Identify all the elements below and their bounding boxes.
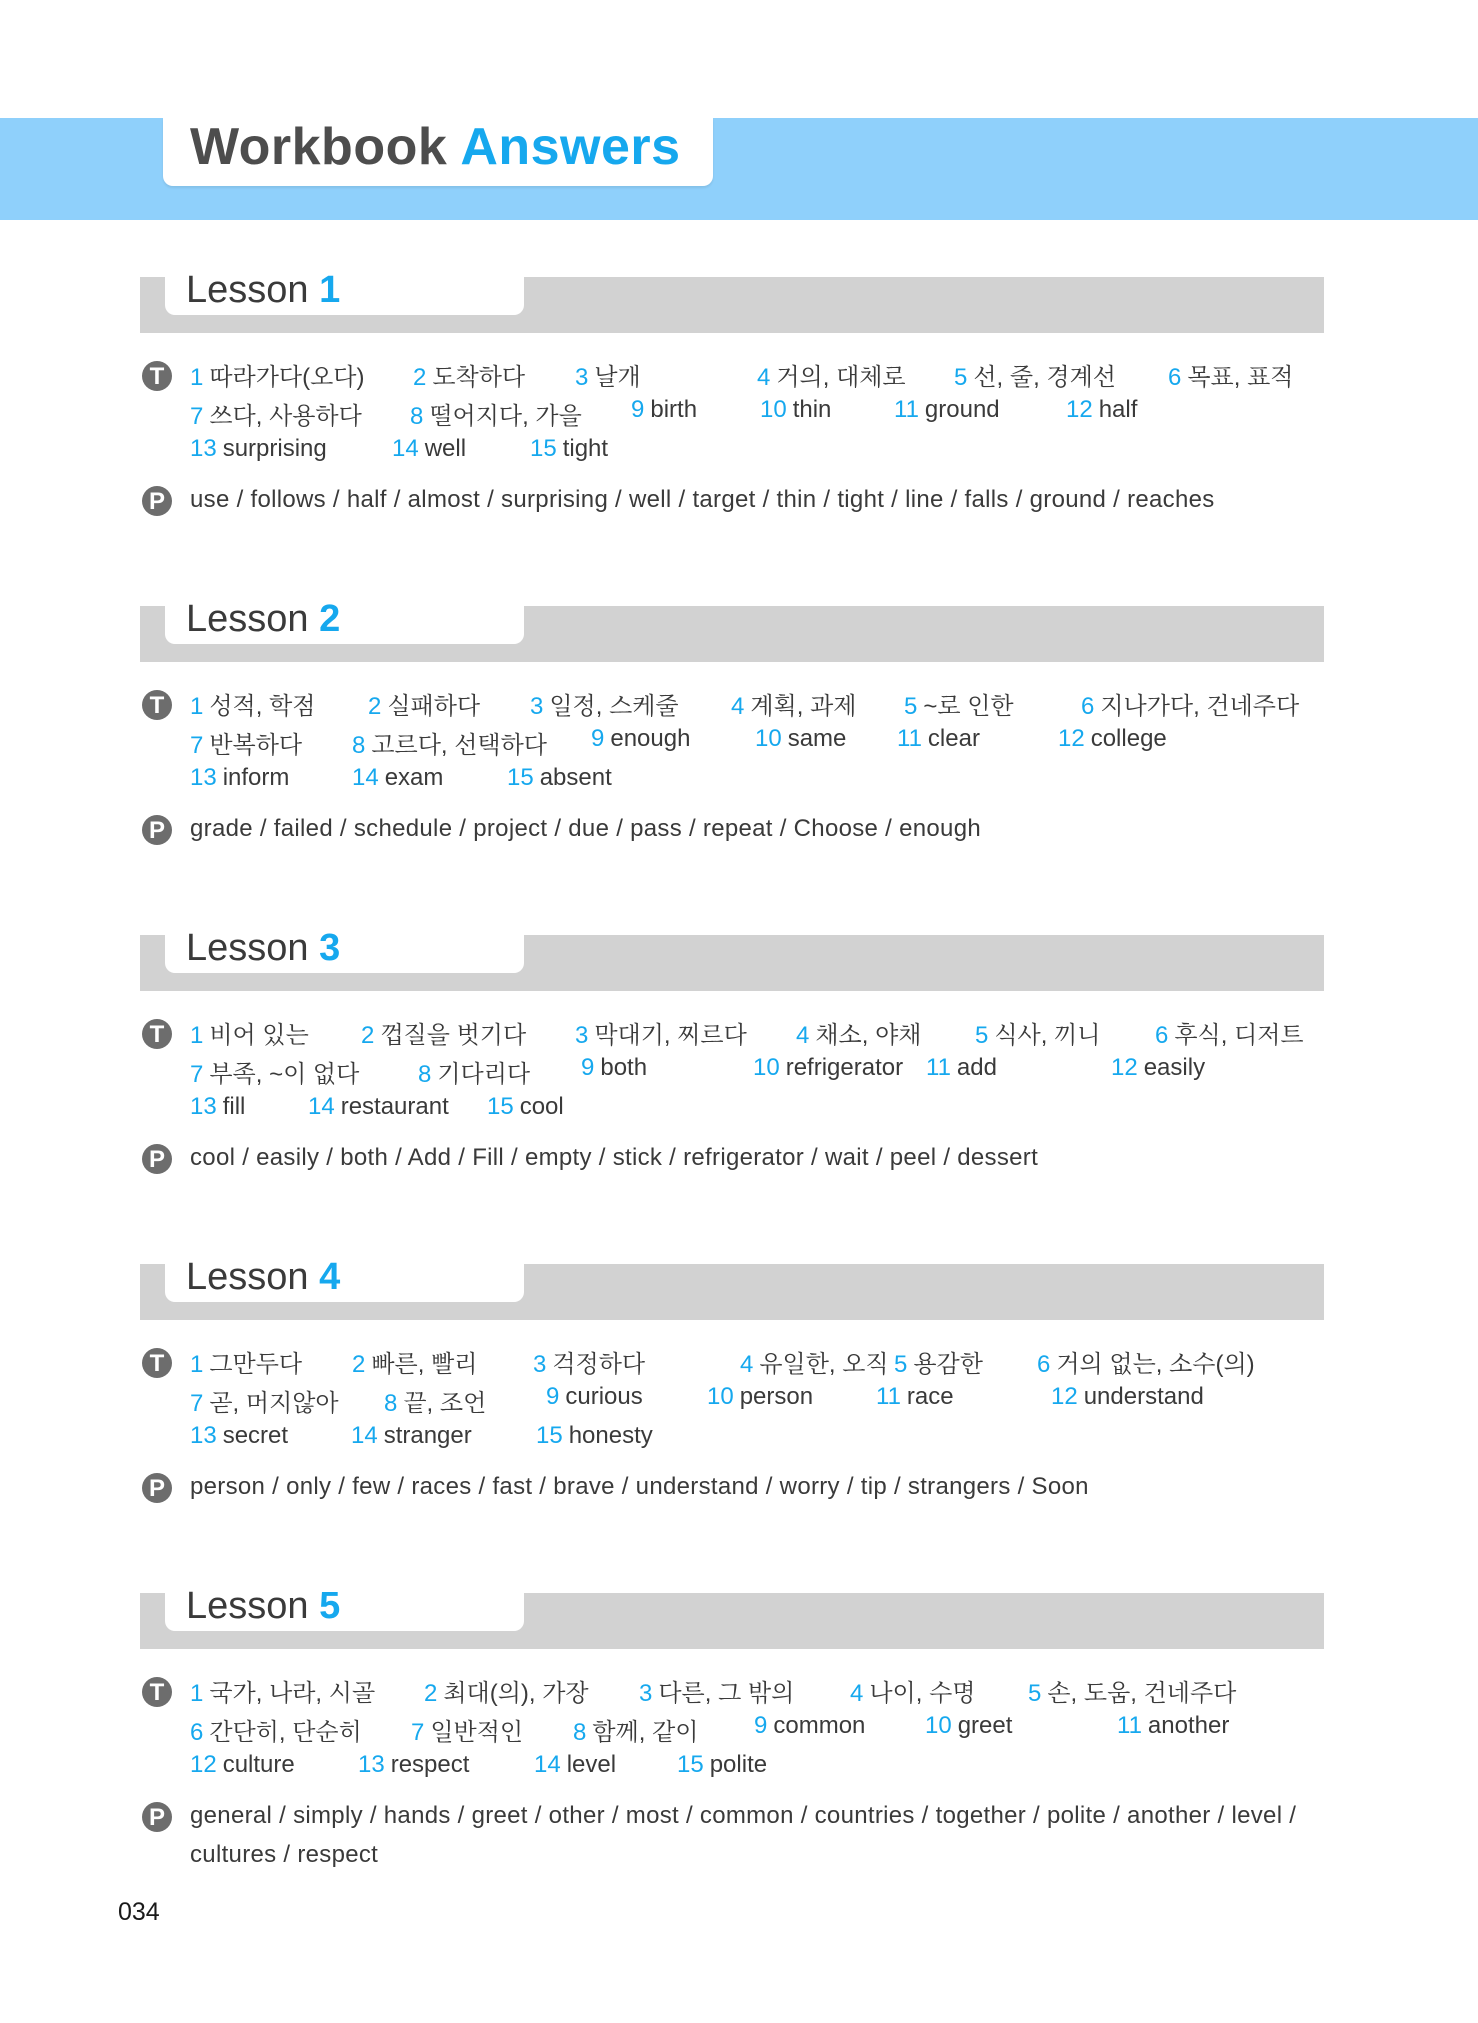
practice-answers: person / only / few / races / fast / brave / understand / worry / tip / strangers / Soon: [190, 1473, 1089, 1500]
answer-number: 2: [352, 1351, 366, 1378]
answer-item: [533, 1344, 645, 1379]
answer-text: 간단히, 단순히: [209, 1719, 362, 1746]
answer-number: 7: [190, 732, 204, 759]
title-word-2: Answers: [460, 118, 681, 176]
answer-text: 실패하다: [387, 693, 481, 720]
answer-item: [581, 1054, 647, 1082]
answer-number: 6: [1168, 364, 1182, 391]
answer-item: [190, 1015, 309, 1050]
answer-text: 고르다, 선택하다: [371, 732, 547, 759]
answer-number: 7: [411, 1719, 425, 1746]
answer-item: [546, 1383, 643, 1411]
answer-text: thin: [792, 396, 832, 423]
lesson-title: [186, 269, 340, 312]
answer-number: 2: [413, 364, 427, 391]
answer-item: [384, 1383, 486, 1418]
answer-item: [413, 357, 525, 392]
answer-number: 5: [975, 1022, 989, 1049]
answer-number: 14: [534, 1751, 561, 1778]
answer-text: refrigerator: [785, 1054, 904, 1081]
answer-number: 12: [1066, 396, 1093, 423]
answer-text: 따라가다(오다): [209, 364, 365, 391]
answer-text: easily: [1143, 1054, 1206, 1081]
answer-number: 12: [1051, 1383, 1078, 1410]
answer-text: 빠른, 빨리: [371, 1351, 478, 1378]
answer-item: [1168, 357, 1293, 392]
p-badge-icon: P: [142, 1473, 172, 1503]
answer-item: [1111, 1054, 1205, 1082]
answer-item: [190, 1751, 295, 1779]
answer-number: 13: [190, 764, 217, 791]
answer-text: absent: [539, 764, 612, 791]
answer-item: [639, 1673, 794, 1708]
answer-text: 걱정하다: [552, 1351, 646, 1378]
practice-answers: use / follows / half / almost / surprising / well / target / thin / tight / line / falls / ground / reaches: [190, 486, 1215, 513]
answer-number: 9: [546, 1383, 560, 1410]
answer-number: 9: [591, 725, 605, 752]
answer-text: 날개: [594, 364, 641, 391]
answer-number: 11: [926, 1054, 951, 1081]
answer-item: [530, 435, 608, 463]
answer-item: [418, 1054, 530, 1089]
answer-item: [954, 357, 1116, 392]
answer-number: 8: [573, 1719, 587, 1746]
answer-text: birth: [650, 396, 698, 423]
t-badge-icon: T: [142, 361, 172, 391]
answer-item: [190, 1673, 375, 1708]
answer-item: [925, 1712, 1012, 1740]
answer-text: 다른, 그 밖의: [658, 1680, 795, 1707]
answer-item: [753, 1054, 903, 1082]
answer-number: 5: [894, 1351, 908, 1378]
answer-text: half: [1098, 396, 1138, 423]
answer-text: 비어 있는: [209, 1022, 309, 1049]
answer-number: 11: [894, 396, 919, 423]
answer-item: [190, 725, 302, 760]
answer-item: [190, 1383, 339, 1418]
answer-item: [424, 1673, 589, 1708]
answer-text: 거의, 대체로: [776, 364, 906, 391]
answer-item: [1155, 1015, 1304, 1050]
answer-text: 유일한, 오직: [759, 1351, 889, 1378]
answer-number: 7: [190, 1390, 204, 1417]
answer-item: [1028, 1673, 1236, 1708]
answer-item: [190, 396, 362, 431]
answer-item: [631, 396, 697, 424]
answer-text: curious: [565, 1383, 643, 1410]
answer-text: 함께, 같이: [592, 1719, 699, 1746]
answer-text: 지나가다, 건네주다: [1100, 693, 1300, 720]
answer-number: 14: [308, 1093, 335, 1120]
lesson-title: [186, 927, 340, 970]
answer-text: clear: [927, 725, 980, 752]
answer-item: [530, 686, 679, 721]
t-badge-icon: T: [142, 1677, 172, 1707]
answer-text: 부족, ~이 없다: [209, 1061, 360, 1088]
answer-number: 15: [487, 1093, 514, 1120]
answer-text: 일반적인: [430, 1719, 524, 1746]
answer-text: 기다리다: [437, 1061, 531, 1088]
answer-item: [190, 1344, 302, 1379]
answer-item: [904, 686, 1014, 721]
answer-item: [760, 396, 831, 424]
answer-number: 7: [190, 403, 204, 430]
answer-item: [190, 1712, 362, 1747]
answer-number: 3: [575, 1022, 589, 1049]
answer-item: [707, 1383, 813, 1411]
answer-number: 1: [190, 364, 204, 391]
answer-number: 1: [190, 1351, 204, 1378]
answer-item: [487, 1093, 564, 1121]
answer-number: 8: [410, 403, 424, 430]
answer-item: [677, 1751, 767, 1779]
answer-text: add: [956, 1054, 997, 1081]
answer-number: 12: [1058, 725, 1085, 752]
answer-item: [575, 357, 641, 392]
answer-item: [1037, 1344, 1255, 1379]
answer-number: 10: [755, 725, 782, 752]
answer-number: 1: [190, 1680, 204, 1707]
answer-item: [740, 1344, 889, 1379]
answer-item: [190, 1422, 288, 1450]
answer-text: restaurant: [340, 1093, 449, 1120]
t-badge-icon: T: [142, 1348, 172, 1378]
answer-item: [190, 1054, 359, 1089]
practice-answers: general / simply / hands / greet / other / most / common / countries / together / polite / another / level / cultures / respect: [190, 1802, 1297, 1868]
answer-item: [754, 1712, 865, 1740]
lesson-label: Lesson: [186, 1585, 309, 1627]
answer-text: greet: [957, 1712, 1013, 1739]
answer-item: [1051, 1383, 1204, 1411]
practice-answers: cool / easily / both / Add / Fill / empty / stick / refrigerator / wait / peel / dessert: [190, 1144, 1039, 1171]
answer-number: 13: [190, 1422, 217, 1449]
answer-text: respect: [390, 1751, 470, 1778]
answer-item: [411, 1712, 523, 1747]
p-badge-icon: P: [142, 815, 172, 845]
answer-item: [755, 725, 846, 753]
answer-number: 6: [190, 1719, 204, 1746]
answer-item: [358, 1751, 469, 1779]
answer-text: enough: [610, 725, 691, 752]
answer-number: 13: [190, 1093, 217, 1120]
answer-item: [190, 435, 327, 463]
answer-number: 4: [757, 364, 771, 391]
answer-text: 곧, 머지않아: [209, 1390, 339, 1417]
answer-text: 목표, 표적: [1187, 364, 1294, 391]
answer-text: exam: [384, 764, 444, 791]
answer-text: same: [787, 725, 847, 752]
answer-item: [757, 357, 906, 392]
answer-text: 껍질을 벗기다: [380, 1022, 527, 1049]
answer-number: 3: [639, 1680, 653, 1707]
answer-item: [308, 1093, 449, 1121]
answer-text: 손, 도움, 건네주다: [1047, 1680, 1237, 1707]
answer-text: stranger: [383, 1422, 472, 1449]
answer-number: 10: [925, 1712, 952, 1739]
answer-text: 후식, 디저트: [1174, 1022, 1304, 1049]
answer-number: 15: [536, 1422, 563, 1449]
lesson-title: [186, 1256, 340, 1299]
answer-text: 쓰다, 사용하다: [209, 403, 362, 430]
answer-item: [190, 357, 364, 392]
answer-number: 2: [368, 693, 382, 720]
answer-text: 용감한: [913, 1351, 983, 1378]
answer-text: understand: [1083, 1383, 1204, 1410]
answer-item: [352, 725, 547, 760]
answer-text: 나이, 수명: [869, 1680, 976, 1707]
lesson-number: 2: [319, 598, 341, 640]
answer-item: [392, 435, 466, 463]
p-badge-icon: P: [142, 486, 172, 516]
answer-item: [536, 1422, 653, 1450]
answer-text: 반복하다: [209, 732, 303, 759]
answer-item: [190, 764, 289, 792]
answer-item: [975, 1015, 1100, 1050]
answer-item: [894, 396, 1000, 424]
answer-number: 15: [507, 764, 534, 791]
answer-number: 14: [392, 435, 419, 462]
answer-number: 11: [897, 725, 922, 752]
answer-number: 12: [190, 1751, 217, 1778]
lesson-title: [186, 598, 340, 641]
lesson-label: Lesson: [186, 1256, 309, 1298]
answer-number: 14: [352, 764, 379, 791]
page-title: [190, 117, 681, 177]
answer-text: surprising: [222, 435, 327, 462]
answer-number: 12: [1111, 1054, 1138, 1081]
answer-number: 3: [575, 364, 589, 391]
lesson-number: 1: [319, 269, 341, 311]
answer-number: 10: [760, 396, 787, 423]
answer-text: person: [739, 1383, 814, 1410]
answer-text: common: [773, 1712, 866, 1739]
answer-text: 떨어지다, 가을: [429, 403, 582, 430]
lesson-number: 3: [319, 927, 341, 969]
answer-item: [796, 1015, 921, 1050]
answer-number: 5: [1028, 1680, 1042, 1707]
answer-item: [1081, 686, 1299, 721]
answer-item: [361, 1015, 526, 1050]
answer-number: 4: [796, 1022, 810, 1049]
answer-number: 6: [1081, 693, 1095, 720]
answer-number: 13: [190, 435, 217, 462]
t-badge-icon: T: [142, 1019, 172, 1049]
answer-text: 계획, 과제: [750, 693, 857, 720]
answer-item: [352, 764, 443, 792]
answer-number: 15: [530, 435, 557, 462]
answer-item: [351, 1422, 472, 1450]
answer-text: inform: [222, 764, 290, 791]
answer-item: [1117, 1712, 1229, 1740]
answer-item: [926, 1054, 997, 1082]
answer-number: 15: [677, 1751, 704, 1778]
lesson-label: Lesson: [186, 598, 309, 640]
answer-number: 11: [876, 1383, 901, 1410]
answer-number: 2: [361, 1022, 375, 1049]
answer-number: 2: [424, 1680, 438, 1707]
answer-text: honesty: [568, 1422, 653, 1449]
answer-number: 5: [904, 693, 918, 720]
answer-text: ~로 인한: [923, 693, 1014, 720]
answer-number: 4: [740, 1351, 754, 1378]
answer-number: 6: [1155, 1022, 1169, 1049]
answer-item: [876, 1383, 954, 1411]
practice-answers: grade / failed / schedule / project / due / pass / repeat / Choose / enough: [190, 815, 981, 842]
answer-text: race: [906, 1383, 954, 1410]
answer-text: 그만두다: [209, 1351, 303, 1378]
answer-item: [368, 686, 480, 721]
answer-item: [897, 725, 980, 753]
answer-number: 6: [1037, 1351, 1051, 1378]
answer-number: 4: [731, 693, 745, 720]
answer-text: 끝, 조언: [403, 1390, 487, 1417]
answer-item: [190, 686, 315, 721]
answer-text: 막대기, 찌르다: [594, 1022, 747, 1049]
answer-item: [575, 1015, 747, 1050]
answer-item: [591, 725, 690, 753]
answer-item: [534, 1751, 616, 1779]
lesson-number: 5: [319, 1585, 341, 1627]
answer-number: 3: [530, 693, 544, 720]
answer-item: [1058, 725, 1167, 753]
answer-number: 13: [358, 1751, 385, 1778]
answer-item: [573, 1712, 698, 1747]
answer-text: 거의 없는, 소수(의): [1056, 1351, 1255, 1378]
answer-item: [507, 764, 612, 792]
lesson-label: Lesson: [186, 927, 309, 969]
answer-number: 9: [581, 1054, 595, 1081]
title-word-1: Workbook: [190, 118, 448, 176]
answer-number: 8: [352, 732, 366, 759]
answer-number: 7: [190, 1061, 204, 1088]
answer-item: [894, 1344, 983, 1379]
answer-item: [410, 396, 582, 431]
lesson-label: Lesson: [186, 269, 309, 311]
answer-text: 일정, 스케줄: [549, 693, 679, 720]
answer-text: polite: [709, 1751, 768, 1778]
answer-text: both: [600, 1054, 648, 1081]
answer-text: 선, 줄, 경계선: [973, 364, 1116, 391]
lesson-number: 4: [319, 1256, 341, 1298]
answer-number: 8: [384, 1390, 398, 1417]
answer-number: 14: [351, 1422, 378, 1449]
answer-text: fill: [222, 1093, 246, 1120]
answer-number: 10: [707, 1383, 734, 1410]
page-number: 034: [118, 1898, 160, 1926]
answer-item: [190, 1093, 245, 1121]
answer-text: secret: [222, 1422, 289, 1449]
answer-number: 3: [533, 1351, 547, 1378]
answer-item: [1066, 396, 1137, 424]
answer-text: 최대(의), 가장: [443, 1680, 589, 1707]
answer-number: 5: [954, 364, 968, 391]
answer-text: 도착하다: [432, 364, 526, 391]
answer-text: 성적, 학점: [209, 693, 316, 720]
answer-text: well: [424, 435, 467, 462]
answer-text: cool: [519, 1093, 564, 1120]
answer-text: level: [566, 1751, 617, 1778]
answer-text: culture: [222, 1751, 295, 1778]
answer-text: 채소, 야채: [815, 1022, 922, 1049]
answer-item: [850, 1673, 975, 1708]
answer-number: 1: [190, 1022, 204, 1049]
lesson-title: [186, 1585, 340, 1628]
answer-text: ground: [924, 396, 1000, 423]
answer-item: [352, 1344, 477, 1379]
answer-number: 10: [753, 1054, 780, 1081]
answer-text: college: [1090, 725, 1167, 752]
answer-number: 9: [631, 396, 645, 423]
t-badge-icon: T: [142, 690, 172, 720]
answer-number: 1: [190, 693, 204, 720]
answer-text: tight: [562, 435, 609, 462]
answer-number: 8: [418, 1061, 432, 1088]
answer-number: 11: [1117, 1712, 1142, 1739]
answer-text: 국가, 나라, 시골: [209, 1680, 376, 1707]
p-badge-icon: P: [142, 1144, 172, 1174]
answer-number: 9: [754, 1712, 768, 1739]
answer-text: 식사, 끼니: [994, 1022, 1101, 1049]
answer-item: [731, 686, 856, 721]
answer-number: 4: [850, 1680, 864, 1707]
p-badge-icon: P: [142, 1802, 172, 1832]
answer-text: another: [1147, 1712, 1230, 1739]
